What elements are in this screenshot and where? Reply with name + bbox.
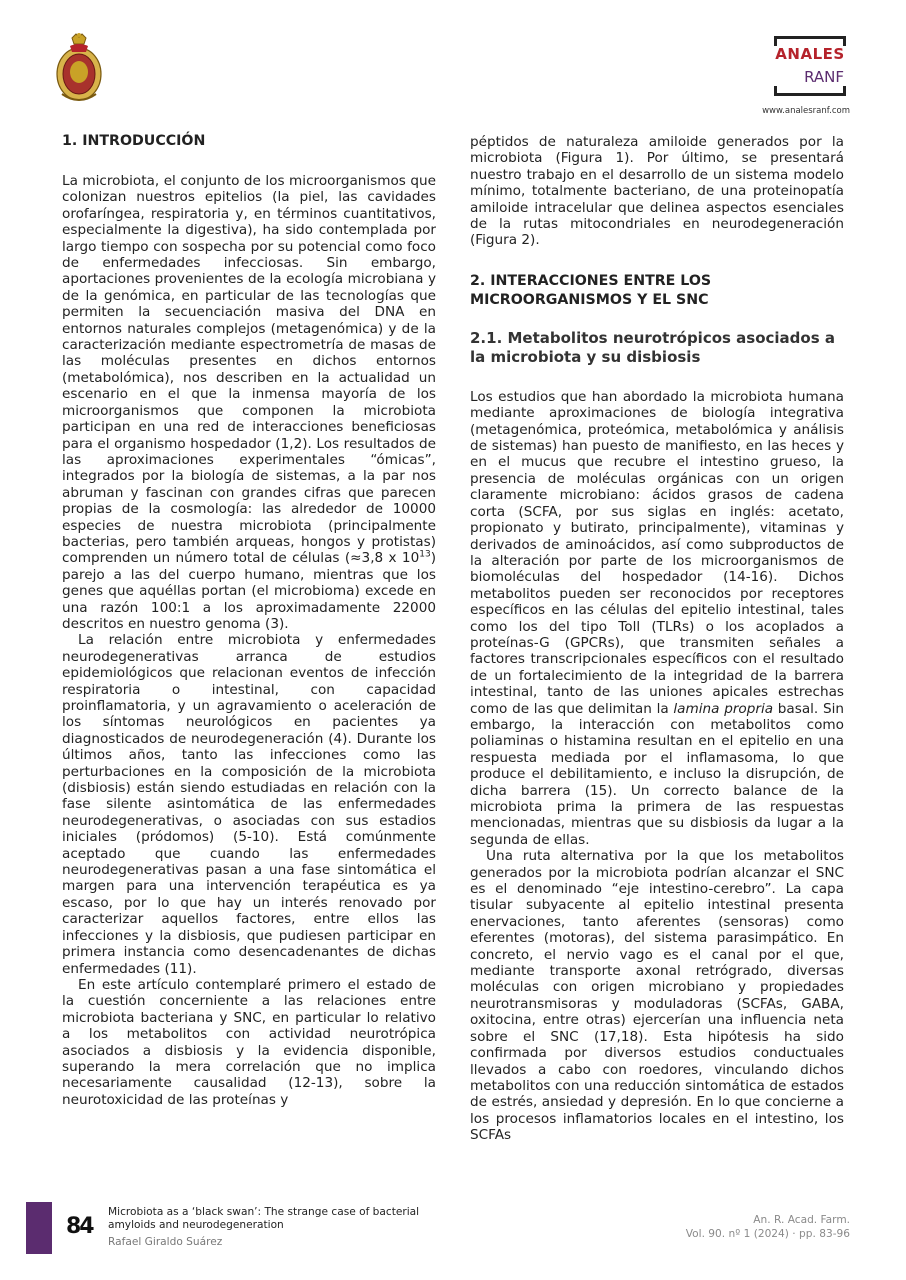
footer-article-title: Microbiota as a ‘black swan’: The strange case of bacterial amyloids and neurodegeneration [108, 1206, 420, 1231]
journal-url[interactable]: www.analesranf.com [762, 106, 850, 116]
paragraph-intro-3: En este artículo contemplaré primero el estado de la cuestión concerniente a las relaciones entre microbiota bacteriana y SNC, en particular lo relativo a los metabolitos con actividad neurotrópica asociados a disbiosis y la evidencia disponible, superando la mera correlación que no implica necesariamente causalidad (12-13), sobre la neurotoxicidad de las proteínas y [62, 976, 436, 1108]
italic-lamina-propria: lamina propria [673, 700, 774, 717]
logo-frame-bottom [774, 86, 846, 96]
paragraph-metabolites-1-text-a: Los estudios que han abordado la microbiota humana mediante aproximaciones de biología integrativa (metagenómica, proteómica, metabolómica y análisis de sistemas) han puesto de manifiesto, en las heces y en el mucus que recubre el intestino grueso, la presencia de moléculas orgánicas con un origen claramente microbiano: ácidos grasos de cadena corta (SCFA, por sus siglas en inglés: acetato, propionato y butirato, principalmente), vitaminas y derivados de aminoácidos, así como subproductos de la alteración por parte de los microorganismos de biomoléculas del hospedador (14-16). Dichos metabolitos pueden ser reconocidos por receptores específicos en las células del epitelio intestinal, tales como los del tipo Toll (TLRs) o los acoplados a proteínas-G (GPCRs), que transmiten señales a factores transcripcionales específicos con el resultado de un fortalecimiento de la integridad de la barrera intestinal, tanto de las uniones apicales estrechas como de las que delimitan la [470, 388, 844, 717]
footer-journal-name: An. R. Acad. Farm. [753, 1214, 850, 1226]
paragraph-metabolites-2: Una ruta alternativa por la que los metabolitos generados por la microbiota podrían alcanzar el SNC es el denominado “eje intestino-cerebro”. La capa tisular subyacente al epitelio intestinal presenta enervaciones, tanto aferentes (sensoras) como eferentes (motoras), del sistema parasimpático. En concreto, el nervio vago es el canal por el que, mediante transporte axonal retrógrado, diversas moléculas con origen microbiano y propiedades neurotransmisoras y moduladoras (SCFAs, GABA, oxitocina, entre otras) ejercerían una influencia neta sobre el SNC (17,18). Esta hipótesis ha sido confirmada por diversos estudios conductuales llevados a cabo con roedores, vinculando dichos metabolitos con una reducción sintomática de estados de estrés, ansiedad y depresión. En lo que concierne a los procesos inflamatorios locales en el intestino, los SCFAs [470, 848, 844, 1144]
section-heading-introduction: 1. INTRODUCCIÓN [62, 133, 206, 149]
logo-ranf: RANF [804, 68, 844, 86]
footer-author: Rafael Giraldo Suárez [108, 1236, 223, 1248]
paragraph-intro-1 [62, 173, 436, 632]
paragraph-intro-2: La relación entre microbiota y enfermedades neurodegenerativas arranca de estudios epidemiológicos que relacionan eventos de infección respiratoria o intestinal, con capacidad proinflamatoria, y un agravamiento o aceleración de los síntomas neurológicos en pacientes ya diagnosticados de neurodegeneración (4). Durante los últimos años, tanto las infecciones como las perturbaciones en la composición de la microbiota (disbiosis) están siendo estudiadas en relación con la fase silente asintomática de las enfermedades neurodegenerativas, o asociadas con sus estadios iniciales (pródomos) (5-10). Está comúnmente aceptado que cuando las enfermedades neurodegenerativas pasan a una fase sintomática el margen para una intervención terapéutica es ya escaso, por lo que hay un interés renovado por caracterizar aquellos factores, entre ellos las infecciones y la disbiosis, que pudiesen participar en primera instancia como desencadenantes de dichas enfermedades (11). [62, 632, 436, 977]
footer-journal-info [686, 1213, 850, 1241]
paragraph-continuation: péptidos de naturaleza amiloide generados por la microbiota (Figura 1). Por último, se presentará nuestro trabajo en el desarrollo de un sistema modelo mínimo, totalmente bacteriano, de una proteinopatía amiloide intracelular que delinea aspectos esenciales de la rutas mitocondriales en neurodegeneración (Figura 2). [470, 134, 844, 249]
left-column [62, 132, 436, 1108]
superscript-exponent: 13 [419, 549, 431, 560]
academy-crest-icon [52, 32, 106, 106]
footer-accent-bar [26, 1202, 52, 1254]
logo-anales: ANALES [775, 45, 845, 63]
subsection-heading-metabolites: 2.1. Metabolitos neurotrópicos asociados a la microbiota y su disbiosis [470, 328, 835, 366]
footer-volume: Vol. 90. nº 1 (2024) · pp. 83-96 [685, 1228, 850, 1240]
journal-logo [762, 36, 850, 118]
paragraph-metabolites-1 [470, 389, 844, 848]
paragraph-intro-1-text-a: La microbiota, el conjunto de los microorganismos que colonizan nuestros epitelios (la piel, las cavidades orofaríngea, respiratoria y, en términos cuantitativos, especialmente la digestiva), ha sido contemplada por largo tiempo con sospecha por su potencial como foco de enfermedades infecciosas. Sin embargo, aportaciones provenientes de la ecología microbiana y de la genómica, en particular de las tecnologías que permiten la secuenciación masiva del DNA en entornos naturales complejos (metagenómica) y de la caracterización mediante espectrometría de masas de las moléculas presentes en dichos entornos (metabolómica), nos describen en la actualidad un escenario en el que la inmensa mayoría de los microorganismos que componen la microbiota participan en una red de interacciones beneficiosas para el organismo hospedador (1,2). Los resultados de las aproximaciones experimentales “ómicas”, integrados por la biología de sistemas, a la par nos abruman y fascinan con grandes cifras que parecen propias de la cosmología: las alrededor de 10000 especies de nuestra microbiota (principalmente bacterias, pero también arqueas, hongos y protistas) comprenden un número total de células (≈3,8 x 10 [62, 173, 436, 567]
section-heading-interactions: 2. INTERACCIONES ENTRE LOS MICROORGANISMOS Y EL SNC [470, 272, 712, 308]
paragraph-metabolites-1-text-b: basal. Sin embargo, la interacción con metabolitos como poliaminas o histamina resultan en el epitelio en una respuesta mediada por el inflamasoma, lo que produce el debilitamiento, e incluso la disrupción, de dicha barrera (15). Un correcto balance de la microbiota prima la primera de las respuestas mencionadas, mientras que su disbiosis da lugar a la segunda de ellas. [470, 700, 844, 848]
page-number: 84 [66, 1214, 93, 1239]
right-column [470, 134, 844, 1144]
paragraph-intro-1-text-b: ) parejo a las del cuerpo humano, mientras que los genes que aquéllas portan (el microbioma) excede en una razón 100:1 a los aproximadamente 22000 descritos en nuestro genoma (3). [62, 550, 436, 632]
